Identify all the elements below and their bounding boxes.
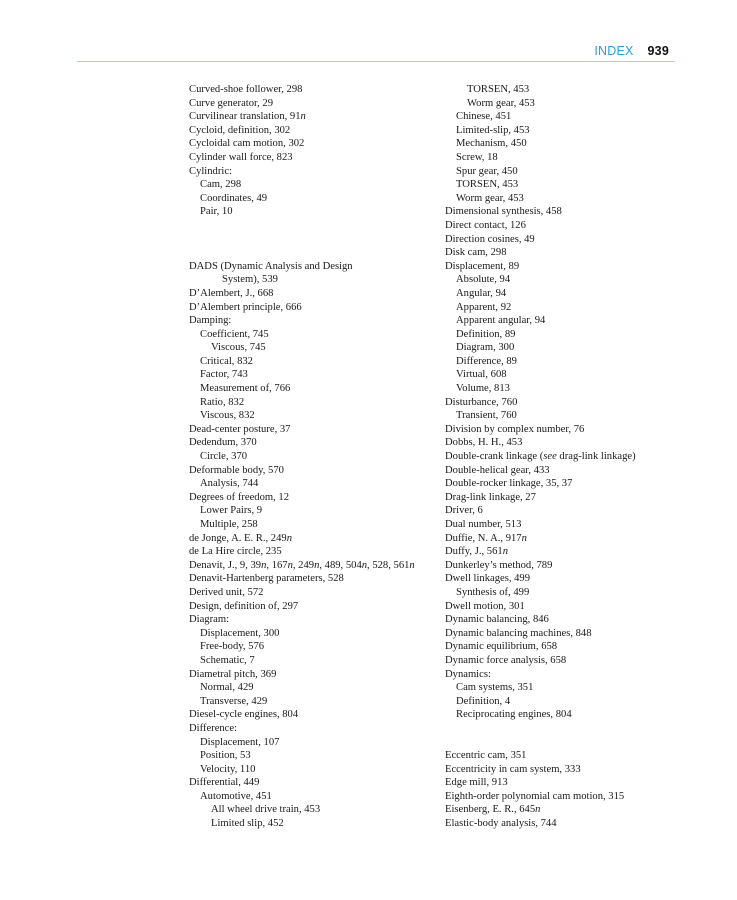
index-entry: Driver, 6 [445,505,483,517]
index-entry: System), 539 [222,274,278,286]
index-entry: Factor, 743 [200,369,248,381]
index-entry: Apparent, 92 [456,301,512,313]
index-entry: Worm gear, 453 [467,97,535,109]
index-entry: Dead-center posture, 37 [189,423,291,435]
index-entry: Dual number, 513 [445,519,522,530]
index-entry: Dynamic balancing machines, 848 [445,627,592,639]
index-entry: Absolute, 94 [456,274,511,286]
entry-spacer [445,736,695,750]
index-entry: Velocity, 110 [200,763,256,775]
page-number: 939 [647,44,669,58]
index-entry: Limited slip, 452 [211,818,284,830]
index-entry: Volume, 813 [456,383,510,395]
index-entry: Disturbance, 760 [445,396,518,408]
index-entry: Critical, 832 [200,355,253,367]
index-entry: Limited-slip, 453 [456,124,530,136]
index-entry: Mechanism, 450 [456,138,527,150]
index-entry: Transverse, 429 [200,695,268,707]
index-entry: Worm gear, 453 [456,192,524,204]
index-entry: Displacement, 300 [200,627,280,639]
index-entry: Double-rocker linkage, 35, 37 [445,478,573,490]
index-entry: Measurement of, 766 [200,383,291,395]
index-entry: Dimensional synthesis, 458 [445,206,562,218]
index-entry: Diametral pitch, 369 [189,668,277,680]
index-entry: de Jonge, A. E. R., 249n [189,532,292,544]
index-entry: Synthesis of, 499 [456,586,530,598]
index-entry: Cam systems, 351 [456,682,534,694]
index-entry: Circle, 370 [200,451,248,463]
index-entry: Difference, 89 [456,355,517,367]
index-entry: Screw, 18 [456,151,498,163]
index-entry: All wheel drive train, 453 [211,804,321,816]
index-entry: Eccentricity in cam system, 333 [445,763,581,775]
index-entry: Dunkerley’s method, 789 [445,559,553,571]
index-entry: D’Alembert, J., 668 [189,287,274,299]
index-entry: Cylinder wall force, 823 [189,151,293,163]
index-entry: D’Alembert principle, 666 [189,301,302,313]
index-entry: Eisenberg, E. R., 645n [445,804,541,816]
index-entry: Duffy, J., 561n [445,546,508,558]
entry-spacer [189,233,439,247]
index-entry: Pair, 10 [200,206,233,218]
index-entry: Coordinates, 49 [200,192,268,204]
index-entry: Lower Pairs, 9 [200,505,263,517]
index-entry: Cam, 298 [200,179,242,191]
index-entry: Deformable body, 570 [189,464,284,476]
index-entry: Dynamics: [445,668,491,680]
index-entry: Reciprocating engines, 804 [456,709,572,721]
entry-spacer [189,246,439,260]
index-entry: Direct contact, 126 [445,219,526,231]
index-entry: Derived unit, 572 [189,586,264,598]
index-entry: Edge mill, 913 [445,777,508,789]
index-entry: Chinese, 451 [456,111,512,123]
running-head-label: INDEX [594,44,634,58]
index-entry: Difference: [189,722,238,734]
index-entry: Degrees of freedom, 12 [189,491,290,503]
index-entry: Dobbs, H. H., 453 [445,437,523,449]
header-rule [77,61,675,62]
index-entry: Angular, 94 [456,287,507,299]
index-entry: Virtual, 608 [456,369,507,381]
index-entry: Cycloid, definition, 302 [189,124,291,136]
index-entry: Displacement, 107 [200,736,280,748]
index-entry: Double-crank linkage (see drag-link linkage) [445,451,636,463]
index-entry: Drag-link linkage, 27 [445,491,536,503]
index-entry: Dynamic force analysis, 658 [445,654,567,666]
entry-spacer [189,219,439,233]
index-entry: Free-body, 576 [200,641,265,653]
index-entry: Eighth-order polynomial cam motion, 315 [445,790,625,802]
index-entry: DADS (Dynamic Analysis and Design [189,260,353,272]
index-entry: Dwell linkages, 499 [445,573,531,585]
index-entry: Ratio, 832 [200,396,245,408]
index-entry: Definition, 4 [456,695,511,707]
index-entry: Damping: [189,315,232,327]
index-entry: Denavit-Hartenberg parameters, 528 [189,573,344,585]
index-entry: de La Hire circle, 235 [189,546,282,558]
index-entry: Coefficient, 745 [200,328,269,340]
entry-spacer [445,722,695,736]
index-entry: Dynamic balancing, 846 [445,614,549,626]
index-entry: Diesel-cycle engines, 804 [189,709,299,721]
index-entry: Position, 53 [200,750,251,762]
index-entry: Transient, 760 [456,410,517,422]
index-entry: Apparent angular, 94 [456,315,546,327]
index-entry: Differential, 449 [189,777,260,789]
index-entry: Diagram: [189,614,230,626]
index-entry: Dynamic equilibrium, 658 [445,641,558,653]
index-entry: Analysis, 744 [200,478,259,490]
index-entry: Viscous, 745 [211,342,266,354]
index-entry: Curved-shoe follower, 298 [189,84,303,95]
index-entry: Multiple, 258 [200,519,258,530]
index-entry: Displacement, 89 [445,260,520,272]
index-entry: Spur gear, 450 [456,165,518,177]
index-entry: TORSEN, 453 [456,179,519,191]
index-entry: Viscous, 832 [200,410,255,422]
index-entry: Design, definition of, 297 [189,600,299,612]
index-entry: Cycloidal cam motion, 302 [189,138,305,150]
index-entry: TORSEN, 453 [467,84,530,95]
index-entry: Schematic, 7 [200,654,255,666]
index-entry: Direction cosines, 49 [445,233,535,245]
index-entry: Normal, 429 [200,682,254,694]
index-entry: Curve generator, 29 [189,97,273,109]
index-entry: Automotive, 451 [200,790,272,802]
index-entry: Elastic-body analysis, 744 [445,818,557,830]
index-entry: Dwell motion, 301 [445,600,525,612]
index-entry: Diagram, 300 [456,342,515,354]
index-entry: Denavit, J., 9, 39n, 167n, 249n, 489, 504n, 528, 561n [189,559,415,571]
index-entry: Division by complex number, 76 [445,423,585,435]
index-entry: Dedendum, 370 [189,437,257,449]
index-column-right [445,83,695,831]
index-entry: Eccentric cam, 351 [445,750,527,762]
index-entry: Duffie, N. A., 917n [445,532,527,544]
index-entry: Disk cam, 298 [445,247,507,259]
page-header [594,44,669,58]
index-column-left [189,83,439,831]
index-entry: Curvilinear translation, 91n [189,111,306,123]
index-entry: Cylindric: [189,165,232,177]
index-entry: Definition, 89 [456,328,516,340]
index-entry: Double-helical gear, 433 [445,464,550,476]
